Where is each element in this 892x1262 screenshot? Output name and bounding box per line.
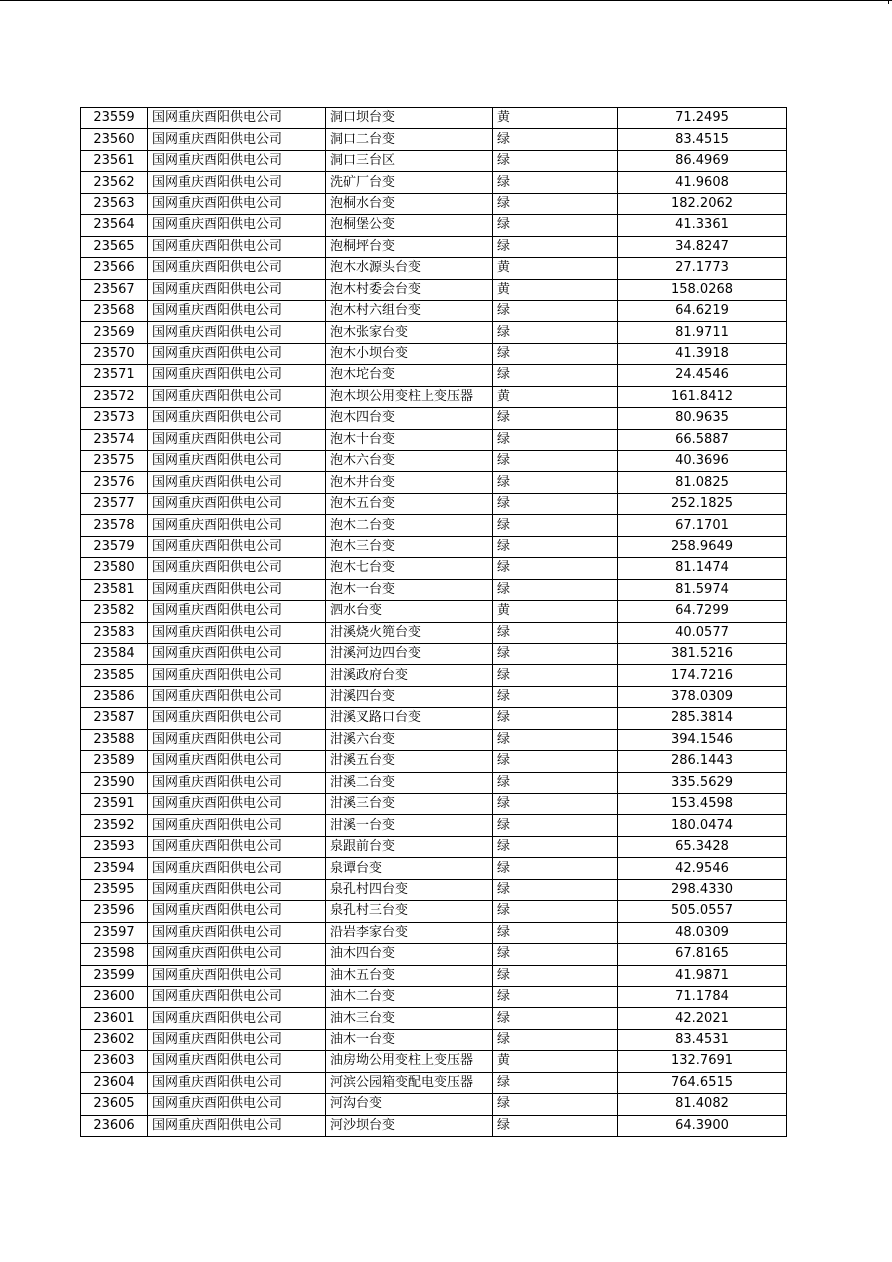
- row-id-cell: 23568: [81, 300, 148, 321]
- status-color-cell: 绿: [493, 515, 618, 536]
- status-color-cell: 绿: [493, 558, 618, 579]
- value-cell: 286.1443: [618, 751, 787, 772]
- value-cell: 83.4515: [618, 129, 787, 150]
- company-cell: 国网重庆酉阳供电公司: [148, 193, 326, 214]
- row-id-cell: 23570: [81, 343, 148, 364]
- transformer-name-cell: 泡木小坝台变: [326, 343, 493, 364]
- company-cell: 国网重庆酉阳供电公司: [148, 1051, 326, 1072]
- value-cell: 42.9546: [618, 858, 787, 879]
- company-cell: 国网重庆酉阳供电公司: [148, 515, 326, 536]
- company-cell: 国网重庆酉阳供电公司: [148, 815, 326, 836]
- status-color-cell: 绿: [493, 150, 618, 171]
- company-cell: 国网重庆酉阳供电公司: [148, 622, 326, 643]
- company-cell: 国网重庆酉阳供电公司: [148, 129, 326, 150]
- company-cell: 国网重庆酉阳供电公司: [148, 365, 326, 386]
- table-row: [81, 1094, 787, 1115]
- company-cell: 国网重庆酉阳供电公司: [148, 536, 326, 557]
- company-cell: 国网重庆酉阳供电公司: [148, 601, 326, 622]
- status-color-cell: 绿: [493, 193, 618, 214]
- value-cell: 71.2495: [618, 108, 787, 129]
- transformer-name-cell: 沿岩李家台变: [326, 922, 493, 943]
- row-id-cell: 23595: [81, 879, 148, 900]
- transformer-name-cell: 泡桐水台变: [326, 193, 493, 214]
- table-row: [81, 1072, 787, 1093]
- table-row: [81, 365, 787, 386]
- status-color-cell: 绿: [493, 129, 618, 150]
- status-color-cell: 绿: [493, 708, 618, 729]
- status-color-cell: 绿: [493, 858, 618, 879]
- page-right-border-mark: [888, 0, 889, 4]
- value-cell: 41.3361: [618, 215, 787, 236]
- value-cell: 285.3814: [618, 708, 787, 729]
- row-id-cell: 23563: [81, 193, 148, 214]
- row-id-cell: 23573: [81, 408, 148, 429]
- status-color-cell: 绿: [493, 429, 618, 450]
- status-color-cell: 绿: [493, 300, 618, 321]
- row-id-cell: 23593: [81, 836, 148, 857]
- company-cell: 国网重庆酉阳供电公司: [148, 944, 326, 965]
- transformer-name-cell: 河滨公园箱变配电变压器: [326, 1072, 493, 1093]
- transformer-name-cell: 泡木村委会台变: [326, 279, 493, 300]
- status-color-cell: 绿: [493, 365, 618, 386]
- value-cell: 505.0557: [618, 901, 787, 922]
- value-cell: 34.8247: [618, 236, 787, 257]
- transformer-name-cell: 油木三台变: [326, 1008, 493, 1029]
- table-row: [81, 579, 787, 600]
- company-cell: 国网重庆酉阳供电公司: [148, 708, 326, 729]
- table-row: [81, 836, 787, 857]
- value-cell: 64.7299: [618, 601, 787, 622]
- status-color-cell: 绿: [493, 751, 618, 772]
- status-color-cell: 绿: [493, 836, 618, 857]
- table-row: [81, 944, 787, 965]
- status-color-cell: 绿: [493, 815, 618, 836]
- row-id-cell: 23565: [81, 236, 148, 257]
- value-cell: 153.4598: [618, 794, 787, 815]
- value-cell: 42.2021: [618, 1008, 787, 1029]
- status-color-cell: 绿: [493, 879, 618, 900]
- company-cell: 国网重庆酉阳供电公司: [148, 836, 326, 857]
- row-id-cell: 23584: [81, 643, 148, 664]
- status-color-cell: 绿: [493, 343, 618, 364]
- transformer-name-cell: 油房坳公用变柱上变压器: [326, 1051, 493, 1072]
- row-id-cell: 23585: [81, 665, 148, 686]
- value-cell: 64.6219: [618, 300, 787, 321]
- transformer-name-cell: 泔溪三台变: [326, 794, 493, 815]
- transformer-table: [80, 107, 787, 1137]
- status-color-cell: 绿: [493, 172, 618, 193]
- row-id-cell: 23598: [81, 944, 148, 965]
- table-row: [81, 1029, 787, 1050]
- table-row: [81, 150, 787, 171]
- company-cell: 国网重庆酉阳供电公司: [148, 215, 326, 236]
- row-id-cell: 23590: [81, 772, 148, 793]
- company-cell: 国网重庆酉阳供电公司: [148, 665, 326, 686]
- status-color-cell: 绿: [493, 622, 618, 643]
- company-cell: 国网重庆酉阳供电公司: [148, 258, 326, 279]
- status-color-cell: 黄: [493, 1051, 618, 1072]
- row-id-cell: 23587: [81, 708, 148, 729]
- status-color-cell: 黄: [493, 108, 618, 129]
- status-color-cell: 绿: [493, 322, 618, 343]
- table-row: [81, 965, 787, 986]
- company-cell: 国网重庆酉阳供电公司: [148, 686, 326, 707]
- table-row: [81, 1008, 787, 1029]
- table-row: [81, 622, 787, 643]
- table-row: [81, 172, 787, 193]
- row-id-cell: 23583: [81, 622, 148, 643]
- value-cell: 378.0309: [618, 686, 787, 707]
- company-cell: 国网重庆酉阳供电公司: [148, 236, 326, 257]
- row-id-cell: 23604: [81, 1072, 148, 1093]
- value-cell: 174.7216: [618, 665, 787, 686]
- table-row: [81, 986, 787, 1007]
- transformer-name-cell: 泡木四台变: [326, 408, 493, 429]
- row-id-cell: 23600: [81, 986, 148, 1007]
- value-cell: 40.0577: [618, 622, 787, 643]
- status-color-cell: 黄: [493, 601, 618, 622]
- row-id-cell: 23591: [81, 794, 148, 815]
- status-color-cell: 绿: [493, 451, 618, 472]
- transformer-name-cell: 泡木五台变: [326, 493, 493, 514]
- table-row: [81, 236, 787, 257]
- table-row: [81, 729, 787, 750]
- value-cell: 180.0474: [618, 815, 787, 836]
- value-cell: 132.7691: [618, 1051, 787, 1072]
- value-cell: 764.6515: [618, 1072, 787, 1093]
- transformer-name-cell: 泗水台变: [326, 601, 493, 622]
- company-cell: 国网重庆酉阳供电公司: [148, 322, 326, 343]
- table-row: [81, 536, 787, 557]
- value-cell: 67.1701: [618, 515, 787, 536]
- table-row: [81, 108, 787, 129]
- table-row: [81, 493, 787, 514]
- company-cell: 国网重庆酉阳供电公司: [148, 794, 326, 815]
- value-cell: 298.4330: [618, 879, 787, 900]
- row-id-cell: 23605: [81, 1094, 148, 1115]
- row-id-cell: 23574: [81, 429, 148, 450]
- table-row: [81, 193, 787, 214]
- row-id-cell: 23571: [81, 365, 148, 386]
- transformer-name-cell: 泡木井台变: [326, 472, 493, 493]
- value-cell: 81.1474: [618, 558, 787, 579]
- status-color-cell: 绿: [493, 493, 618, 514]
- value-cell: 64.3900: [618, 1115, 787, 1136]
- value-cell: 67.8165: [618, 944, 787, 965]
- table-row: [81, 858, 787, 879]
- table-row: [81, 901, 787, 922]
- status-color-cell: 绿: [493, 1115, 618, 1136]
- row-id-cell: 23580: [81, 558, 148, 579]
- company-cell: 国网重庆酉阳供电公司: [148, 343, 326, 364]
- table-row: [81, 451, 787, 472]
- table-row: [81, 1051, 787, 1072]
- row-id-cell: 23564: [81, 215, 148, 236]
- transformer-name-cell: 河沙坝台变: [326, 1115, 493, 1136]
- table-row: [81, 408, 787, 429]
- transformer-name-cell: 洞口坝台变: [326, 108, 493, 129]
- transformer-name-cell: 洞口二台变: [326, 129, 493, 150]
- table-row: [81, 794, 787, 815]
- row-id-cell: 23602: [81, 1029, 148, 1050]
- table-row: [81, 429, 787, 450]
- value-cell: 81.5974: [618, 579, 787, 600]
- company-cell: 国网重庆酉阳供电公司: [148, 493, 326, 514]
- transformer-name-cell: 泔溪一台变: [326, 815, 493, 836]
- transformer-name-cell: 泡木二台变: [326, 515, 493, 536]
- company-cell: 国网重庆酉阳供电公司: [148, 451, 326, 472]
- company-cell: 国网重庆酉阳供电公司: [148, 1029, 326, 1050]
- status-color-cell: 绿: [493, 643, 618, 664]
- value-cell: 182.2062: [618, 193, 787, 214]
- transformer-name-cell: 泔溪四台变: [326, 686, 493, 707]
- value-cell: 83.4531: [618, 1029, 787, 1050]
- row-id-cell: 23559: [81, 108, 148, 129]
- value-cell: 80.9635: [618, 408, 787, 429]
- row-id-cell: 23562: [81, 172, 148, 193]
- row-id-cell: 23582: [81, 601, 148, 622]
- transformer-name-cell: 泡木村六组台变: [326, 300, 493, 321]
- row-id-cell: 23599: [81, 965, 148, 986]
- value-cell: 41.9608: [618, 172, 787, 193]
- company-cell: 国网重庆酉阳供电公司: [148, 386, 326, 407]
- company-cell: 国网重庆酉阳供电公司: [148, 965, 326, 986]
- transformer-name-cell: 泡木坨台变: [326, 365, 493, 386]
- company-cell: 国网重庆酉阳供电公司: [148, 408, 326, 429]
- status-color-cell: 绿: [493, 1029, 618, 1050]
- status-color-cell: 绿: [493, 236, 618, 257]
- table-row: [81, 686, 787, 707]
- value-cell: 258.9649: [618, 536, 787, 557]
- transformer-name-cell: 泔溪政府台变: [326, 665, 493, 686]
- page-top-border: [0, 0, 892, 1]
- table-row: [81, 643, 787, 664]
- table-row: [81, 772, 787, 793]
- value-cell: 394.1546: [618, 729, 787, 750]
- transformer-name-cell: 泔溪河边四台变: [326, 643, 493, 664]
- table-row: [81, 322, 787, 343]
- row-id-cell: 23596: [81, 901, 148, 922]
- company-cell: 国网重庆酉阳供电公司: [148, 1115, 326, 1136]
- table-row: [81, 665, 787, 686]
- company-cell: 国网重庆酉阳供电公司: [148, 986, 326, 1007]
- table-row: [81, 343, 787, 364]
- company-cell: 国网重庆酉阳供电公司: [148, 772, 326, 793]
- value-cell: 381.5216: [618, 643, 787, 664]
- transformer-name-cell: 洗矿厂台变: [326, 172, 493, 193]
- company-cell: 国网重庆酉阳供电公司: [148, 1094, 326, 1115]
- status-color-cell: 绿: [493, 901, 618, 922]
- row-id-cell: 23588: [81, 729, 148, 750]
- table-row: [81, 558, 787, 579]
- row-id-cell: 23576: [81, 472, 148, 493]
- row-id-cell: 23575: [81, 451, 148, 472]
- status-color-cell: 绿: [493, 986, 618, 1007]
- row-id-cell: 23594: [81, 858, 148, 879]
- company-cell: 国网重庆酉阳供电公司: [148, 300, 326, 321]
- table-row: [81, 515, 787, 536]
- row-id-cell: 23586: [81, 686, 148, 707]
- company-cell: 国网重庆酉阳供电公司: [148, 279, 326, 300]
- table-row: [81, 258, 787, 279]
- transformer-name-cell: 油木五台变: [326, 965, 493, 986]
- row-id-cell: 23603: [81, 1051, 148, 1072]
- value-cell: 66.5887: [618, 429, 787, 450]
- company-cell: 国网重庆酉阳供电公司: [148, 150, 326, 171]
- company-cell: 国网重庆酉阳供电公司: [148, 643, 326, 664]
- table-row: [81, 815, 787, 836]
- company-cell: 国网重庆酉阳供电公司: [148, 901, 326, 922]
- value-cell: 81.0825: [618, 472, 787, 493]
- transformer-name-cell: 泉跟前台变: [326, 836, 493, 857]
- status-color-cell: 绿: [493, 579, 618, 600]
- company-cell: 国网重庆酉阳供电公司: [148, 1072, 326, 1093]
- status-color-cell: 绿: [493, 686, 618, 707]
- transformer-name-cell: 泡木七台变: [326, 558, 493, 579]
- row-id-cell: 23592: [81, 815, 148, 836]
- table-row: [81, 472, 787, 493]
- table-body: [81, 108, 787, 1137]
- transformer-name-cell: 泔溪六台变: [326, 729, 493, 750]
- row-id-cell: 23581: [81, 579, 148, 600]
- company-cell: 国网重庆酉阳供电公司: [148, 472, 326, 493]
- transformer-name-cell: 泔溪叉路口台变: [326, 708, 493, 729]
- transformer-name-cell: 泡桐堡公变: [326, 215, 493, 236]
- status-color-cell: 绿: [493, 536, 618, 557]
- value-cell: 161.8412: [618, 386, 787, 407]
- status-color-cell: 绿: [493, 922, 618, 943]
- table-row: [81, 279, 787, 300]
- row-id-cell: 23569: [81, 322, 148, 343]
- transformer-name-cell: 泉谭台变: [326, 858, 493, 879]
- value-cell: 48.0309: [618, 922, 787, 943]
- status-color-cell: 绿: [493, 965, 618, 986]
- row-id-cell: 23589: [81, 751, 148, 772]
- row-id-cell: 23567: [81, 279, 148, 300]
- company-cell: 国网重庆酉阳供电公司: [148, 1008, 326, 1029]
- company-cell: 国网重庆酉阳供电公司: [148, 858, 326, 879]
- value-cell: 335.5629: [618, 772, 787, 793]
- row-id-cell: 23601: [81, 1008, 148, 1029]
- transformer-name-cell: 泡木十台变: [326, 429, 493, 450]
- table-row: [81, 129, 787, 150]
- status-color-cell: 黄: [493, 386, 618, 407]
- transformer-name-cell: 泔溪二台变: [326, 772, 493, 793]
- row-id-cell: 23597: [81, 922, 148, 943]
- table-row: [81, 1115, 787, 1136]
- row-id-cell: 23572: [81, 386, 148, 407]
- company-cell: 国网重庆酉阳供电公司: [148, 729, 326, 750]
- table-row: [81, 922, 787, 943]
- status-color-cell: 绿: [493, 729, 618, 750]
- status-color-cell: 绿: [493, 408, 618, 429]
- transformer-name-cell: 泡木三台变: [326, 536, 493, 557]
- table-row: [81, 386, 787, 407]
- transformer-name-cell: 泔溪五台变: [326, 751, 493, 772]
- table-row: [81, 300, 787, 321]
- company-cell: 国网重庆酉阳供电公司: [148, 879, 326, 900]
- table-row: [81, 751, 787, 772]
- row-id-cell: 23560: [81, 129, 148, 150]
- value-cell: 24.4546: [618, 365, 787, 386]
- value-cell: 81.9711: [618, 322, 787, 343]
- value-cell: 252.1825: [618, 493, 787, 514]
- value-cell: 65.3428: [618, 836, 787, 857]
- transformer-name-cell: 油木一台变: [326, 1029, 493, 1050]
- table-row: [81, 708, 787, 729]
- transformer-name-cell: 泉孔村三台变: [326, 901, 493, 922]
- table-row: [81, 601, 787, 622]
- row-id-cell: 23577: [81, 493, 148, 514]
- transformer-name-cell: 泉孔村四台变: [326, 879, 493, 900]
- transformer-name-cell: 泡木一台变: [326, 579, 493, 600]
- status-color-cell: 绿: [493, 472, 618, 493]
- value-cell: 71.1784: [618, 986, 787, 1007]
- transformer-name-cell: 泔溪烧火篼台变: [326, 622, 493, 643]
- transformer-name-cell: 泡桐坪台变: [326, 236, 493, 257]
- transformer-name-cell: 泡木坝公用变柱上变压器: [326, 386, 493, 407]
- company-cell: 国网重庆酉阳供电公司: [148, 429, 326, 450]
- status-color-cell: 绿: [493, 665, 618, 686]
- row-id-cell: 23578: [81, 515, 148, 536]
- company-cell: 国网重庆酉阳供电公司: [148, 558, 326, 579]
- value-cell: 41.3918: [618, 343, 787, 364]
- table-row: [81, 215, 787, 236]
- company-cell: 国网重庆酉阳供电公司: [148, 108, 326, 129]
- status-color-cell: 绿: [493, 794, 618, 815]
- status-color-cell: 绿: [493, 1008, 618, 1029]
- value-cell: 158.0268: [618, 279, 787, 300]
- row-id-cell: 23606: [81, 1115, 148, 1136]
- value-cell: 41.9871: [618, 965, 787, 986]
- company-cell: 国网重庆酉阳供电公司: [148, 922, 326, 943]
- transformer-name-cell: 油木二台变: [326, 986, 493, 1007]
- transformer-name-cell: 河沟台变: [326, 1094, 493, 1115]
- value-cell: 27.1773: [618, 258, 787, 279]
- transformer-name-cell: 泡木六台变: [326, 451, 493, 472]
- status-color-cell: 绿: [493, 1094, 618, 1115]
- status-color-cell: 黄: [493, 258, 618, 279]
- value-cell: 40.3696: [618, 451, 787, 472]
- transformer-name-cell: 洞口三台区: [326, 150, 493, 171]
- company-cell: 国网重庆酉阳供电公司: [148, 579, 326, 600]
- company-cell: 国网重庆酉阳供电公司: [148, 172, 326, 193]
- transformer-name-cell: 泡木水源头台变: [326, 258, 493, 279]
- row-id-cell: 23561: [81, 150, 148, 171]
- transformer-name-cell: 泡木张家台变: [326, 322, 493, 343]
- transformer-name-cell: 油木四台变: [326, 944, 493, 965]
- status-color-cell: 绿: [493, 772, 618, 793]
- value-cell: 86.4969: [618, 150, 787, 171]
- status-color-cell: 黄: [493, 279, 618, 300]
- company-cell: 国网重庆酉阳供电公司: [148, 751, 326, 772]
- status-color-cell: 绿: [493, 944, 618, 965]
- status-color-cell: 绿: [493, 215, 618, 236]
- table-row: [81, 879, 787, 900]
- status-color-cell: 绿: [493, 1072, 618, 1093]
- row-id-cell: 23579: [81, 536, 148, 557]
- row-id-cell: 23566: [81, 258, 148, 279]
- value-cell: 81.4082: [618, 1094, 787, 1115]
